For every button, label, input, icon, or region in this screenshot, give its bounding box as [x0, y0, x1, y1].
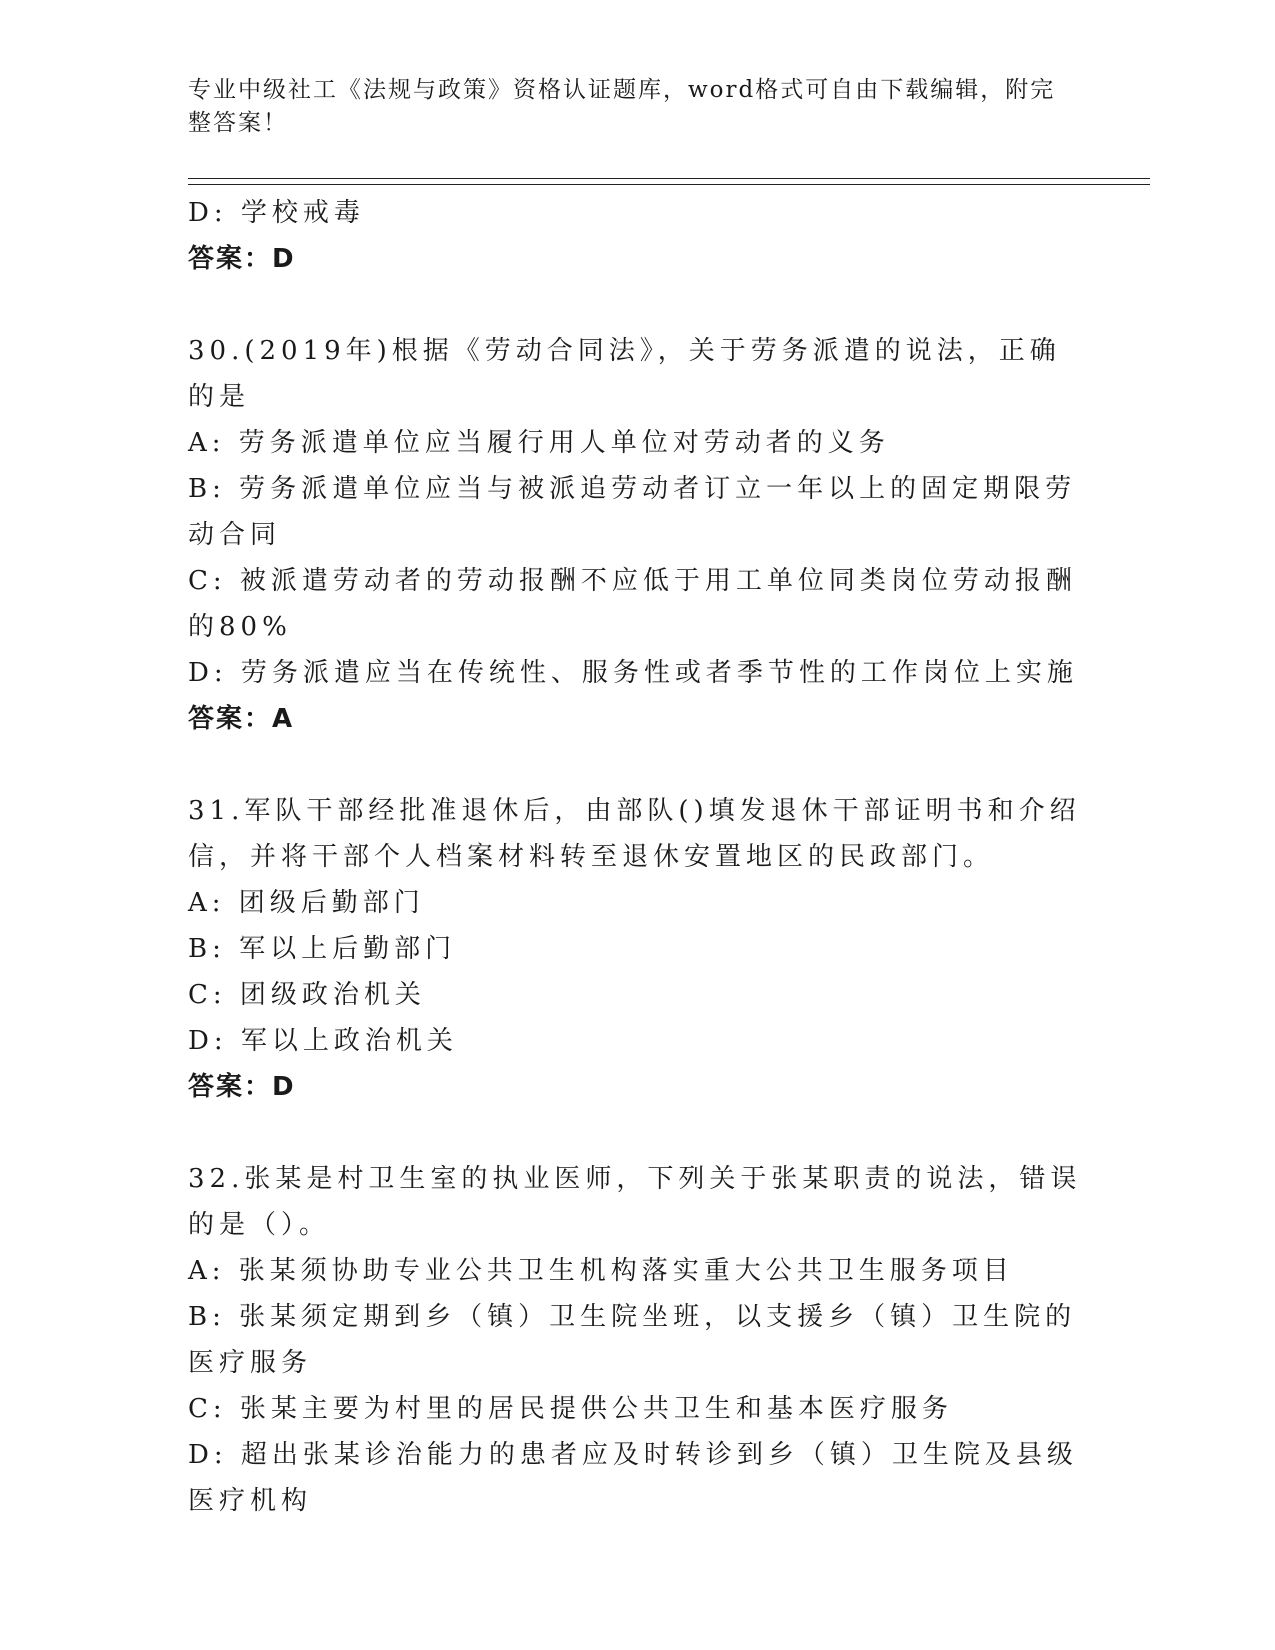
- question-32-option-c: C: 张某主要为村里的居民提供公共卫生和基本医疗服务: [188, 1394, 953, 1424]
- header-divider-top: [188, 178, 1150, 179]
- question-30-stem: 30.(2019年)根据《劳动合同法》，关于劳务派遣的说法，正确的是: [188, 336, 1061, 412]
- answer: 答案：D: [188, 244, 296, 274]
- question-30-option-b: B: 劳务派遣单位应当与被派追劳动者订立一年以上的固定期限劳动合同: [188, 474, 1077, 550]
- option-d: D: 学校戒毒: [188, 198, 365, 228]
- question-30-option-c: C: 被派遣劳动者的劳动报酬不应低于用工单位同类岗位劳动报酬的80%: [188, 566, 1077, 642]
- question-30-answer: 答案：A: [188, 704, 295, 734]
- question-31-option-c: C: 团级政治机关: [188, 980, 426, 1010]
- question-32-option-d: D: 超出张某诊治能力的患者应及时转诊到乡（镇）卫生院及县级医疗机构: [188, 1440, 1078, 1516]
- page-header: 专业中级社工《法规与政策》资格认证题库，word格式可自由下载编辑，附完整答案！: [188, 77, 1056, 136]
- question-31-stem: 31.军队干部经批准退休后，由部队()填发退休干部证明书和介绍信，并将干部个人档案材料转至退休安置地区的民政部门。: [188, 796, 1081, 872]
- question-31-option-a: A: 团级后勤部门: [188, 888, 425, 918]
- spacer: [188, 742, 1083, 788]
- question-32-stem: 32.张某是村卫生室的执业医师，下列关于张某职责的说法，错误的是（）。: [188, 1164, 1082, 1240]
- question-31-option-d: D: 军以上政治机关: [188, 1026, 458, 1056]
- question-31-option-b: B: 军以上后勤部门: [188, 934, 457, 964]
- question-32-option-a: A: 张某须协助专业公共卫生机构落实重大公共卫生服务项目: [188, 1256, 1014, 1286]
- question-32-option-b: B: 张某须定期到乡（镇）卫生院坐班，以支援乡（镇）卫生院的医疗服务: [188, 1302, 1077, 1378]
- question-30-option-a: A: 劳务派遣单位应当履行用人单位对劳动者的义务: [188, 428, 890, 458]
- spacer: [188, 1110, 1083, 1156]
- question-30-option-d: D: 劳务派遣应当在传统性、服务性或者季节性的工作岗位上实施: [188, 658, 1078, 688]
- question-list: [188, 190, 1083, 1524]
- question-31-answer: 答案：D: [188, 1072, 296, 1102]
- header-divider-bottom: [188, 184, 1150, 185]
- spacer: [188, 282, 1083, 328]
